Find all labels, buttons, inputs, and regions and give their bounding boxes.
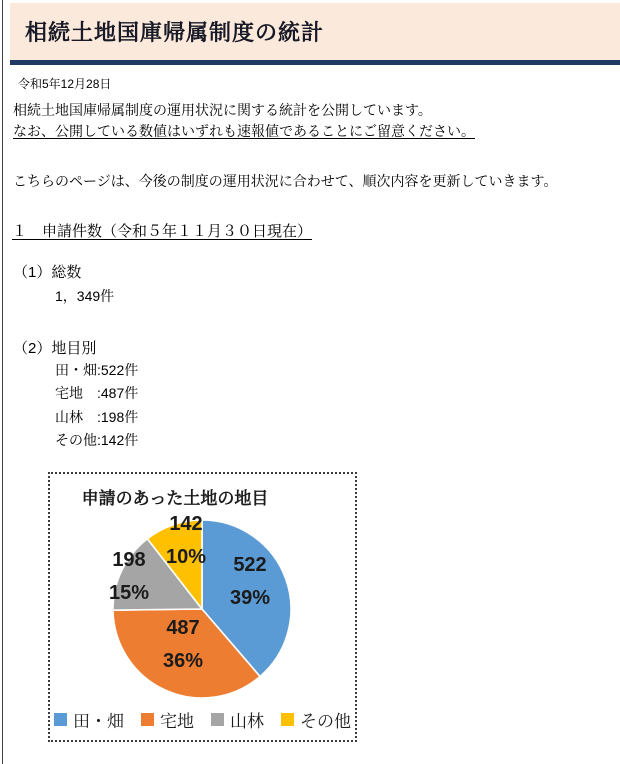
- pie-label-taden-pct: 39%: [229, 587, 271, 609]
- chart-legend: [50, 707, 355, 732]
- chart-title: 申請のあった土地の地目: [81, 489, 269, 508]
- legend-label-sonota: その他: [300, 712, 351, 731]
- pie-label-takuchi: [163, 612, 203, 678]
- page-title: 相続土地国庫帰属制度の統計: [25, 20, 325, 45]
- by-type-label: （2）地目別: [13, 340, 97, 357]
- pie-label-sonota-value: 142: [169, 513, 203, 535]
- section1-heading: １ 申請件数（令和５年１１月３０日現在）: [12, 223, 313, 240]
- legend-item-takuchi: [141, 707, 194, 732]
- pie-label-taden-value: 522: [233, 554, 267, 576]
- pie-label-sanrin-pct: 15%: [108, 582, 150, 604]
- by-type-item-takuchi: 宅地 :487件: [55, 385, 139, 401]
- pie-label-sanrin-value: 198: [112, 549, 146, 571]
- legend-swatch-takuchi-icon: [141, 713, 154, 726]
- intro-line-1: 相続土地国庫帰属制度の運用状況に関する統計を公開しています。: [13, 102, 432, 118]
- legend-label-sanrin: 山林: [230, 712, 264, 731]
- pie-label-taden: [230, 549, 270, 615]
- pie-label-takuchi-value: 487: [166, 617, 200, 639]
- pie-label-sanrin: [109, 544, 149, 610]
- legend-item-sonota: [281, 707, 351, 732]
- update-note: こちらのページは、今後の制度の運用状況に合わせて、順次内容を更新していきます。: [13, 173, 558, 189]
- legend-label-taden: 田・畑: [73, 712, 124, 731]
- pie-label-sonota-pct: 10%: [165, 546, 207, 568]
- pie-chart-container: [48, 472, 357, 742]
- legend-item-taden: [54, 707, 124, 732]
- by-type-item-taden: 田・畑:522件: [55, 362, 139, 378]
- pie-label-takuchi-pct: 36%: [162, 650, 204, 672]
- page-title-bar: [10, 3, 620, 65]
- publish-date: 令和5年12月28日: [18, 77, 112, 91]
- legend-swatch-sonota-icon: [281, 713, 294, 726]
- page-left-border: [2, 0, 3, 764]
- by-type-item-sonota: その他:142件: [55, 432, 139, 448]
- total-count-label: （1）総数: [13, 264, 82, 281]
- total-count-value: 1，349件: [55, 288, 115, 304]
- intro-line-2-note: なお、公開している数値はいずれも速報値であることにご留意ください。: [13, 123, 475, 139]
- legend-swatch-taden-icon: [54, 713, 67, 726]
- by-type-item-sanrin: 山林 :198件: [55, 409, 139, 425]
- pie-label-sonota: [166, 508, 206, 574]
- legend-swatch-sanrin-icon: [211, 713, 224, 726]
- legend-label-takuchi: 宅地: [160, 712, 194, 731]
- legend-item-sanrin: [211, 707, 264, 732]
